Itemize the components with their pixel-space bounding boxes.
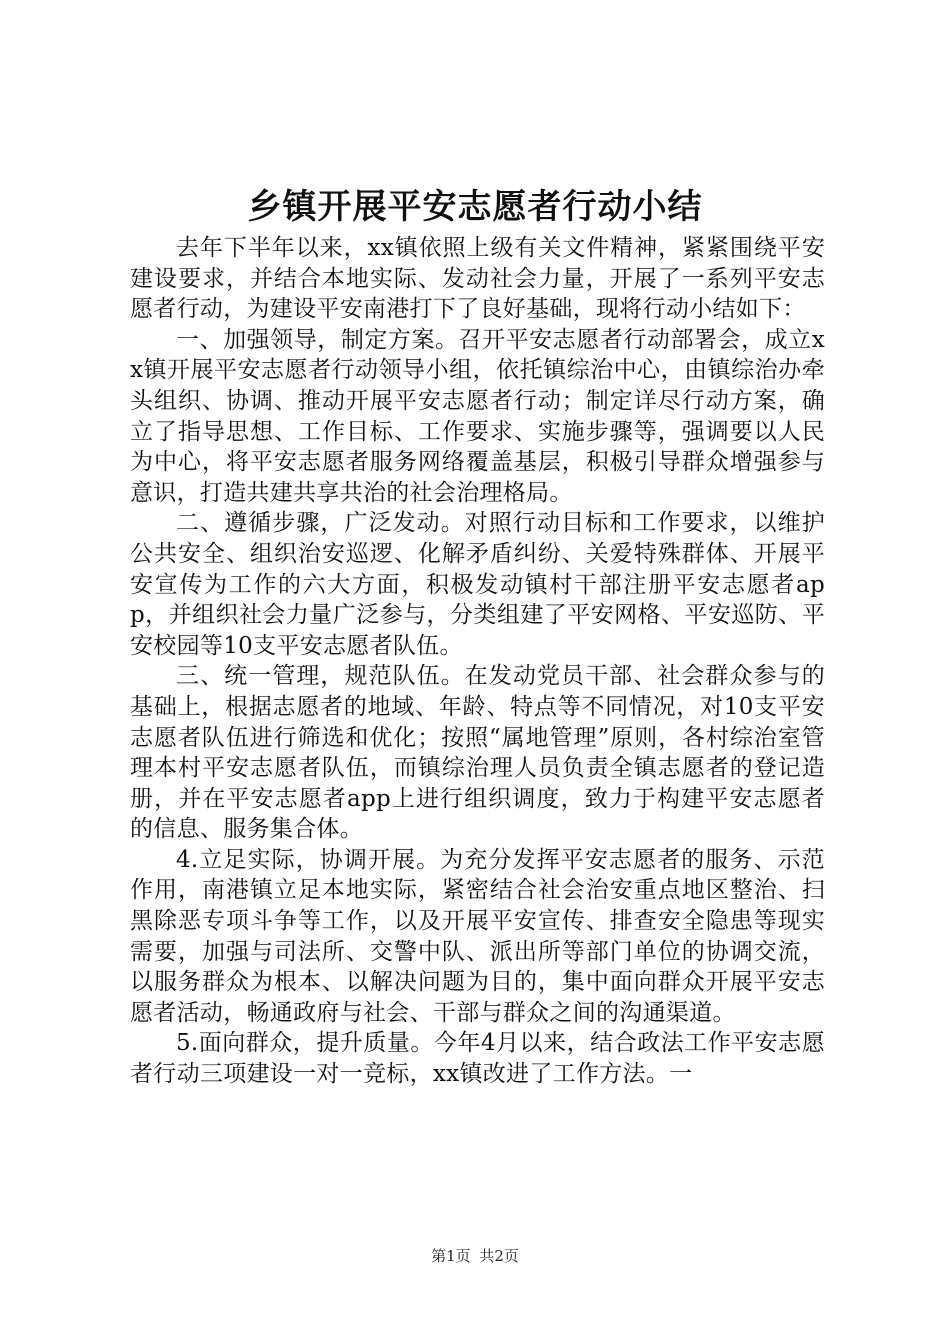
paragraph-section-1: 一、加强领导，制定方案。召开平安志愿者行动部署会，成立xx镇开展平安志愿者行动领导小组，依托镇综治中心，由镇综治办牵头组织、协调、推动开展平安志愿者行动；制定详尽行动方案，确立了指导思想、工作目标、工作要求、实施步骤等，强调要以人民为中心，将平安志愿者服务网络覆盖基层，积极引导群众增强参与意识，打造共建共享共治的社会治理格局。 [130, 326, 825, 506]
document-body [130, 233, 825, 1090]
paragraph-intro: 去年下半年以来，xx镇依照上级有关文件精神，紧紧围绕平安建设要求，并结合本地实际、发动社会力量，开展了一系列平安志愿者行动，为建设平安南港打下了良好基础，现将行动小结如下： [130, 235, 825, 323]
page-number-total: 共2页 [479, 1247, 519, 1265]
paragraph-section-4: 4.立足实际，协调开展。为充分发挥平安志愿者的服务、示范作用，南港镇立足本地实际，紧密结合社会治安重点地区整治、扫黑除恶专项斗争等工作，以及开展平安宣传、排查安全隐患等现实需要，加强与司法所、交警中队、派出所等部门单位的协调交流，以服务群众为根本、以解决问题为目的，集中面向群众开展平安志愿者活动，畅通政府与社会、干部与群众之间的沟通渠道。 [130, 846, 825, 1026]
paragraph-section-5: 5.面向群众，提升质量。今年4月以来，结合政法工作平安志愿者行动三项建设一对一竞标，xx镇改进了工作方法。一 [130, 1030, 825, 1088]
paragraph-section-2: 二、遵循步骤，广泛发动。对照行动目标和工作要求，以维护公共安全、组织治安巡逻、化解矛盾纠纷、关爱特殊群体、开展平安宣传为工作的六大方面，积极发动镇村干部注册平安志愿者app，并组织社会力量广泛参与，分类组建了平安网格、平安巡防、平安校园等10支平安志愿者队伍。 [130, 510, 825, 659]
page-number-current: 第1页 [431, 1247, 471, 1265]
document-title: 乡镇开展平安志愿者行动小结 [247, 187, 703, 227]
paragraph-section-3: 三、统一管理，规范队伍。在发动党员干部、社会群众参与的基础上，根据志愿者的地域、年龄、特点等不同情况，对10支平安志愿者队伍进行筛选和优化；按照“属地管理”原则，各村综治室管理本村平安志愿者队伍，而镇综治理人员负责全镇志愿者的登记造册，并在平安志愿者app上进行组织调度，致力于构建平安志愿者的信息、服务集合体。 [130, 663, 825, 843]
page-footer [0, 1246, 950, 1266]
